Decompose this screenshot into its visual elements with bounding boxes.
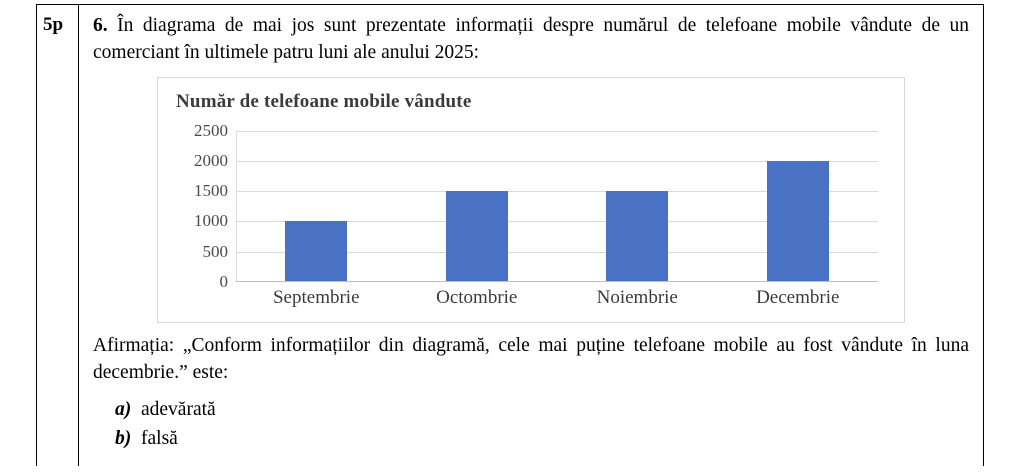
y-tick-label: 2000 — [194, 151, 228, 170]
y-tick-label: 500 — [202, 241, 228, 261]
affirmation-text: Afirmația: „Conform informațiilor din diagramă, cele mai puține telefoane mobile au fost vândute în luna decembrie.” este: — [93, 334, 969, 383]
x-label-noiembrie: Noiembrie — [596, 286, 678, 308]
answer-label: falsă — [141, 427, 178, 449]
x-axis-labels — [236, 287, 878, 309]
answer-list — [115, 395, 969, 454]
x-label-octombrie: Octombrie — [436, 286, 518, 308]
y-tick-label: 1500 — [194, 181, 228, 201]
exercise-statement — [93, 13, 969, 67]
bar-decembrie — [767, 161, 829, 281]
answer-key: b) — [115, 427, 132, 449]
bar-slot — [236, 131, 397, 281]
chart-plot-area — [194, 120, 878, 291]
x-label-decembrie: Decembrie — [756, 286, 840, 308]
exercise-content — [79, 5, 983, 466]
bar-septembrie — [285, 221, 347, 281]
bar-noiembrie — [606, 191, 668, 281]
bar-chart — [157, 77, 905, 323]
points-cell: 5p — [37, 5, 79, 466]
bar-series — [236, 131, 878, 281]
y-tick-label: 1000 — [194, 211, 228, 231]
y-tick-label: 2500 — [194, 120, 228, 140]
bar-octombrie — [446, 191, 508, 281]
answer-key: a) — [115, 398, 132, 420]
x-label-septembrie: Septembrie — [272, 286, 360, 308]
y-tick-label: 0 — [219, 271, 228, 291]
chart-wrapper — [93, 77, 969, 323]
answer-label: adevărată — [141, 398, 216, 420]
answer-option-a[interactable] — [115, 395, 969, 424]
answer-option-b[interactable] — [115, 424, 969, 453]
bar-slot — [718, 131, 879, 281]
x-axis-line — [236, 281, 878, 282]
exercise-number: 6. — [93, 15, 108, 36]
bar-slot — [557, 131, 718, 281]
bar-slot — [397, 131, 558, 281]
exercise-box — [36, 4, 984, 466]
chart-title: Număr de telefoane mobile vândute — [176, 90, 472, 112]
exercise-statement-text: În diagrama de mai jos sunt prezentate informații despre numărul de telefoane mobile vândute de un comerciant în ultimele patru luni ale anului 2025: — [93, 15, 970, 63]
